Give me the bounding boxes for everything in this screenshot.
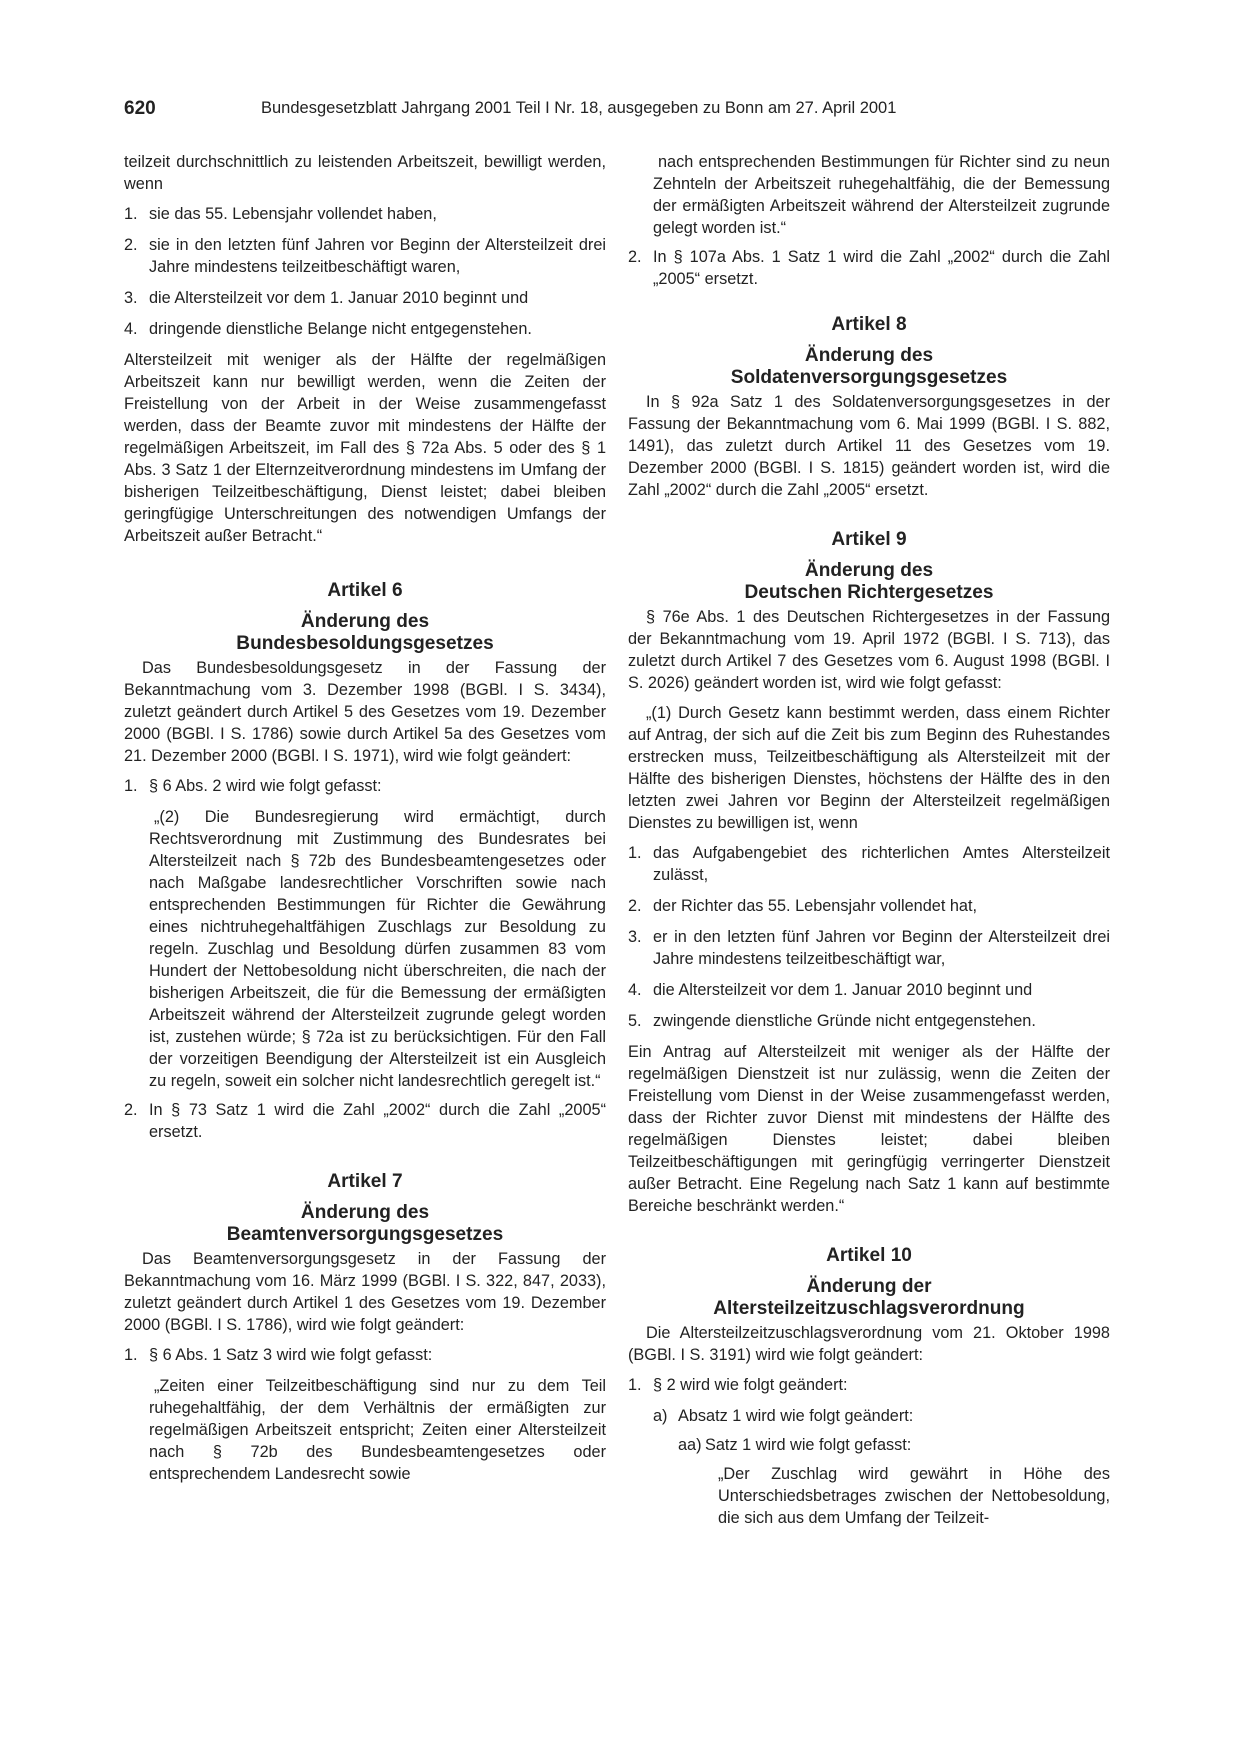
quoted-text: „Der Zuschlag wird gewährt in Höhe des Unterschiedsbetrages zwischen der Nettobesoldung, die sich aus dem Umfang der Teilzeit-: [718, 1465, 1110, 1527]
list-number: 3.: [628, 928, 642, 946]
list-number: 3.: [124, 289, 138, 307]
list-text: der Richter das 55. Lebensjahr vollendet hat,: [653, 897, 978, 915]
list-text: die Altersteilzeit vor dem 1. Januar 2010 beginnt und: [149, 289, 529, 307]
list-text: sie das 55. Lebensjahr vollendet haben,: [149, 205, 437, 223]
list-number: 1.: [628, 844, 642, 862]
list-number: 4.: [124, 320, 138, 338]
quoted-text: „(1) Durch Gesetz kann bestimmt werden, dass einem Richter auf Antrag, der sich auf die Zeit bis zum Beginn des Ruhestandes erstrecken muss, Teilzeitbeschäftigung als Altersteilzeit mit der Hälfte des bisherigen Dienstes, höchstens der Hälfte des in den letzten zwei Jahren vor Beginn der Altersteilzeit regelmäßigen Dienstes zu bewilligen ist, wenn: [628, 704, 1110, 832]
list-number: 1.: [124, 205, 138, 223]
list-number: a): [653, 1407, 668, 1425]
list-number: 2.: [124, 236, 138, 254]
list-item: [628, 1374, 1110, 1396]
article-number: Artikel 9: [831, 529, 907, 550]
list-item: [124, 1344, 606, 1366]
list-item: [124, 775, 606, 797]
list-number: 2.: [124, 1101, 138, 1119]
list-item: [628, 1405, 1110, 1427]
right-column: [628, 151, 1110, 1529]
quoted-text: nach entsprechenden Bestimmungen für Richter sind zu neun Zehnteln der Arbeitszeit ruhegehaltfähig, die der Bemessung der ermäßigten Arbeitszeit während der Altersteilzeit zugrunde gelegt worden ist.“: [653, 153, 1110, 237]
list-number: 1.: [124, 1346, 138, 1364]
list-text: die Altersteilzeit vor dem 1. Januar 2010 beginnt und: [653, 981, 1033, 999]
list-text: dringende dienstliche Belange nicht entgegenstehen.: [149, 320, 532, 338]
quoted-text: „Zeiten einer Teilzeitbeschäftigung sind nur zu dem Teil ruhegehaltfähig, der dem Verhältnis der ermäßigten zur regelmäßigen Arbeitszeit entspricht; Zeiten einer Altersteilzeit nach § 72b des Bundesbeamtengesetzes oder entsprechendem Landesrecht sowie: [149, 1377, 606, 1483]
list-text: Absatz 1 wird wie folgt geändert:: [678, 1407, 914, 1425]
list-number: 4.: [628, 981, 642, 999]
page-number: 620: [124, 98, 156, 119]
article-title: Bundesbesoldungsgesetzes: [236, 633, 494, 654]
quoted-text: „(2) Die Bundesregierung wird ermächtigt, durch Rechtsverordnung mit Zustimmung des Bundesrates bei Altersteilzeit nach § 72b des Bundesbeamtengesetzes oder nach Maßgabe landesrechtlicher Vorschriften sowie nach entsprechenden Bestimmungen für Richter die Gewährung eines nichtruhegehaltfähigen Zuschlags zur Besoldung zu regeln. Zuschlag und Besoldung dürfen zusammen 83 vom Hundert der Nettobesoldung nicht überschreiten, die nach der bisherigen Arbeitszeit, die für die Bemessung der ermäßigten Arbeitszeit während der Altersteilzeit zugrunde gelegt worden ist, zustehen würde; § 72a ist zu berücksichtigen. Für den Fall der vorzeitigen Beendigung der Altersteilzeit ist ein Ausgleich zu regeln, soweit ein solcher nicht landesrechtlich geregelt ist.“: [149, 808, 606, 1090]
paragraph: Die Altersteilzeitzuschlagsverordnung vom 21. Oktober 1998 (BGBl. I S. 3191) wird wie folgt geändert:: [628, 1324, 1110, 1364]
list-text: § 6 Abs. 1 Satz 3 wird wie folgt gefasst:: [149, 1346, 433, 1364]
list-item: [628, 246, 1110, 290]
paragraph: § 76e Abs. 1 des Deutschen Richtergesetzes in der Fassung der Bekanntmachung vom 19. April 1972 (BGBl. I S. 713), das zuletzt durch Artikel 7 des Gesetzes vom 6. August 1998 (BGBl. I S. 2026) geändert worden ist, wird wie folgt gefasst:: [628, 608, 1110, 692]
article-title: Beamtenversorgungsgesetzes: [226, 1224, 504, 1245]
article-number: Artikel 10: [826, 1245, 912, 1266]
paragraph: Das Bundesbesoldungsgesetz in der Fassung der Bekanntmachung vom 3. Dezember 1998 (BGBl. I S. 3434), zuletzt geändert durch Artikel 5 des Gesetzes vom 19. Dezember 2000 (BGBl. I S. 1786) sowie durch Artikel 5a des Gesetzes vom 21. Dezember 2000 (BGBl. I S. 1971), wird wie folgt geändert:: [124, 659, 606, 765]
list-text: sie in den letzten fünf Jahren vor Beginn der Altersteilzeit drei Jahre mindestens teilzeitbeschäftigt waren,: [149, 236, 606, 276]
article-title: Änderung der: [806, 1276, 932, 1297]
list-text: er in den letzten fünf Jahren vor Beginn der Altersteilzeit drei Jahre mindestens teilzeitbeschäftigt war,: [653, 928, 1110, 968]
list-item: [628, 842, 1110, 886]
list-item: [628, 1434, 1110, 1456]
list-text: das Aufgabengebiet des richterlichen Amtes Altersteilzeit zulässt,: [653, 844, 1110, 884]
page-header: [124, 98, 984, 124]
list-text: zwingende dienstliche Gründe nicht entgegenstehen.: [653, 1012, 1036, 1030]
paragraph: Das Beamtenversorgungsgesetz in der Fassung der Bekanntmachung vom 16. März 1999 (BGBl. I S. 322, 847, 2033), zuletzt geändert durch Artikel 1 des Gesetzes vom 19. Dezember 2000 (BGBl. I S. 1786), wird wie folgt geändert:: [124, 1250, 606, 1334]
list-number: aa): [678, 1436, 702, 1454]
paragraph: Altersteilzeit mit weniger als der Hälfte der regelmäßigen Arbeitszeit kann nur bewilligt werden, wenn die Zeiten der Freistellung von der Arbeit in der Weise zusammengefasst werden, dass der Beamte zuvor mit mindestens der Hälfte der regelmäßigen Arbeitszeit, im Fall des § 72a Abs. 5 oder des § 1 Abs. 3 Satz 1 der Elternzeitverordnung mindestens im Umfang der bisherigen Teilzeitbeschäftigung, Dienst leistet; dabei bleiben geringfügige Unterschreitungen des notwendigen Umfangs der Arbeitszeit außer Betracht.“: [124, 351, 606, 545]
list-text: § 2 wird wie folgt geändert:: [653, 1376, 848, 1394]
list-text: In § 73 Satz 1 wird die Zahl „2002“ durch die Zahl „2005“ ersetzt.: [149, 1101, 606, 1141]
list-text: § 6 Abs. 2 wird wie folgt gefasst:: [149, 777, 382, 795]
list-item: [628, 979, 1110, 1001]
list-item: [628, 926, 1110, 970]
list-number: 2.: [628, 897, 642, 915]
list-item: [124, 318, 606, 340]
list-number: 2.: [628, 248, 642, 266]
list-number: 1.: [628, 1376, 642, 1394]
paragraph: Ein Antrag auf Altersteilzeit mit weniger als der Hälfte der regelmäßigen Dienstzeit ist nur zulässig, wenn die Zeiten der Freistellung vom Dienst in der Weise zusammengefasst werden, dass der Richter zuvor Dienst mit mindestens der Hälfte des regelmäßigen Dienstes leistet; dabei bleiben Teilzeitbeschäftigungen mit geringfügig verringerter Dienstzeit außer Betracht. Eine Regelung nach Satz 1 kann auf bestimmte Bereiche beschränkt werden.“: [628, 1043, 1110, 1215]
list-item: [628, 1010, 1110, 1032]
article-title: Altersteilzeitzuschlagsverordnung: [713, 1298, 1025, 1319]
list-item: [628, 895, 1110, 917]
article-title: Änderung des: [300, 1202, 430, 1223]
list-text: Satz 1 wird wie folgt gefasst:: [705, 1436, 912, 1454]
list-text: In § 107a Abs. 1 Satz 1 wird die Zahl „2002“ durch die Zahl „2005“ ersetzt.: [653, 248, 1110, 288]
article-title: Änderung des: [300, 611, 430, 632]
list-number: 1.: [124, 777, 138, 795]
article-number: Artikel 6: [327, 580, 403, 601]
article-title: Änderung des: [804, 560, 934, 581]
article-number: Artikel 7: [327, 1171, 403, 1192]
article-title: Änderung des: [804, 345, 934, 366]
list-item: [124, 234, 606, 278]
left-column: [124, 151, 606, 1492]
article-number: Artikel 8: [831, 314, 907, 335]
list-item: [124, 287, 606, 309]
list-number: 5.: [628, 1012, 642, 1030]
paragraph: In § 92a Satz 1 des Soldatenversorgungsgesetzes in der Fassung der Bekanntmachung vom 6. Mai 1999 (BGBl. I S. 882, 1491), das zuletzt durch Artikel 11 des Gesetzes vom 19. Dezember 2000 (BGBl. I S. 1815) geändert worden ist, wird die Zahl „2002“ durch die Zahl „2005“ ersetzt.: [628, 393, 1110, 499]
running-head: Bundesgesetzblatt Jahrgang 2001 Teil I Nr. 18, ausgegeben zu Bonn am 27. April 2001: [261, 99, 897, 117]
list-item: [124, 1099, 606, 1143]
article-title: Soldatenversorgungsgesetzes: [730, 367, 1008, 388]
paragraph: teilzeit durchschnittlich zu leistenden Arbeitszeit, bewilligt werden, wenn: [124, 153, 606, 193]
list-item: [124, 203, 606, 225]
article-title: Deutschen Richtergesetzes: [744, 582, 994, 603]
